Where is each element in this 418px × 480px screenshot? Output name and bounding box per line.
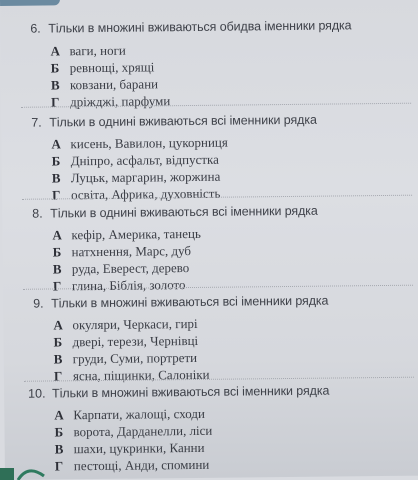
- option-letter: Б: [50, 60, 60, 76]
- option-text: двері, терези, Чернівці: [72, 332, 199, 350]
- option-letter: А: [54, 407, 64, 423]
- option-text: ворота, Дарданелли, ліси: [73, 422, 213, 440]
- option-letter: В: [53, 351, 63, 367]
- option-letter: А: [52, 227, 62, 243]
- question-8: [2, 203, 418, 294]
- question-number: 6.: [30, 21, 41, 36]
- option-letter: Г: [50, 94, 60, 110]
- option-text: шахи, цукринки, Канни: [73, 439, 205, 457]
- question-9: [3, 293, 418, 384]
- option-text: груди, Суми, портрети: [72, 349, 198, 367]
- option-letter: Б: [54, 424, 64, 440]
- question-text: Тільки в множині вживаються обидва іменники рядка: [48, 18, 352, 36]
- option-text: дріжджі, парфуми: [69, 93, 171, 110]
- question-text: Тільки в множині вживаються всі іменники рядка: [51, 293, 329, 311]
- option-letter: Г: [54, 458, 64, 474]
- option-letter: Г: [53, 368, 63, 384]
- option-letter: В: [51, 170, 61, 186]
- option-letter: А: [51, 136, 61, 152]
- option-text: глина, Біблія, золото: [71, 277, 186, 294]
- page-corner-logo-icon: [0, 466, 46, 480]
- option-letter: В: [52, 261, 62, 277]
- option-letter: Г: [51, 187, 61, 203]
- option-text: Луцьк, маргарин, жоржина: [70, 168, 221, 186]
- option-text: Карпати, жалощі, сходи: [73, 405, 205, 423]
- option-text: кисень, Вавилон, цукорниця: [70, 134, 228, 152]
- question-number: 9.: [33, 296, 44, 311]
- option-text: пестощі, Анди, спомини: [73, 456, 210, 474]
- header-strip: [0, 0, 60, 6]
- option-text: Дніпро, асфальт, відпустка: [70, 151, 219, 169]
- question-text: Тільки в множині вживаються всі іменники рядка: [52, 383, 330, 401]
- option-text: ваги, ноги: [69, 42, 126, 59]
- question-6: [0, 18, 418, 110]
- question-10: [4, 383, 418, 474]
- question-text: Тільки в однині вживаються всі іменники рядка: [50, 203, 318, 221]
- question-7: [1, 112, 418, 203]
- option-text: окуляри, Черкаси, гирі: [72, 315, 198, 333]
- option-text: ревнощі, хрящі: [69, 59, 155, 76]
- option-letter: А: [53, 317, 63, 333]
- question-text: Тільки в однині вживаються всі іменники рядка: [49, 112, 317, 130]
- option-letter: Б: [52, 244, 62, 260]
- option-text: натхнення, Марс, дуб: [71, 243, 192, 260]
- option-text: руда, Еверест, дерево: [71, 260, 190, 277]
- option-letter: Г: [52, 278, 62, 294]
- question-number: 10.: [28, 386, 46, 401]
- option-letter: В: [54, 441, 64, 457]
- question-number: 8.: [32, 206, 43, 221]
- option-text: ковзани, барани: [69, 76, 159, 93]
- option-letter: Б: [53, 334, 63, 350]
- option-letter: Б: [51, 153, 61, 169]
- option-letter: В: [50, 77, 60, 93]
- option-text: кефір, Америка, танець: [71, 225, 201, 243]
- option-text: ясна, піщинки, Салоніки: [72, 366, 210, 384]
- option-text: освіта, Африка, духовність: [70, 185, 221, 203]
- question-number: 7.: [31, 115, 42, 130]
- option-letter: А: [50, 43, 61, 59]
